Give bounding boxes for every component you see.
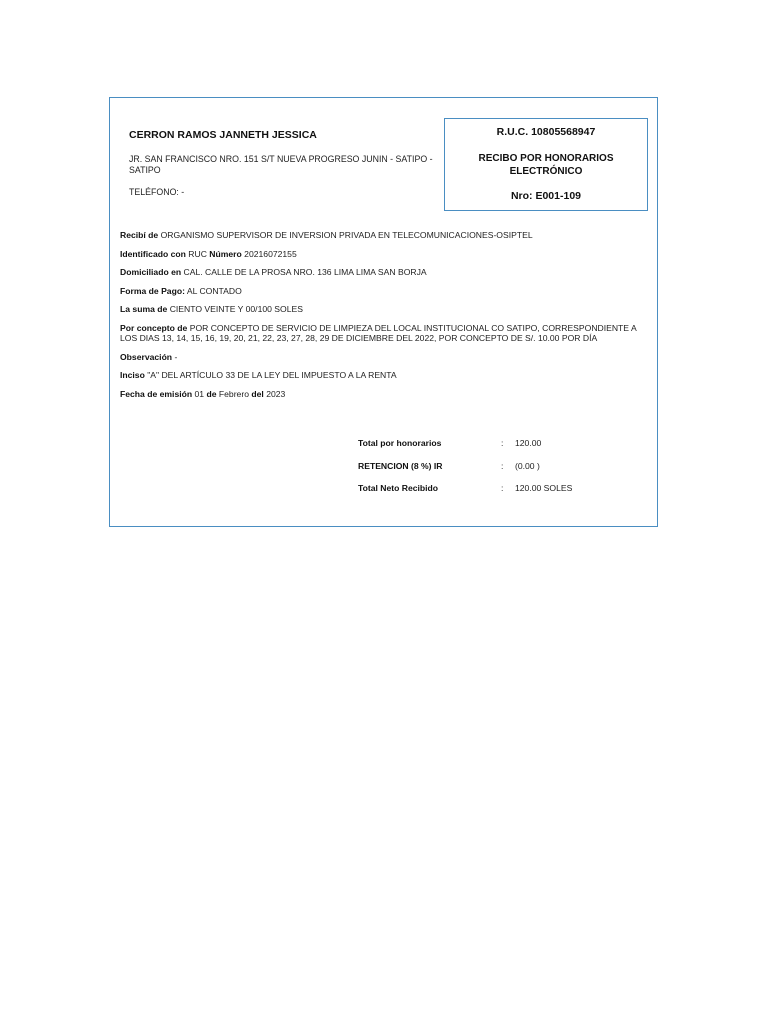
field-label: Fecha de emisión [120, 388, 193, 399]
total-colon: : [501, 460, 504, 471]
field-observacion [120, 352, 648, 362]
field-label: Identificado con [120, 248, 186, 259]
field-label: Recibí de [120, 230, 159, 240]
field-domiciliado [120, 267, 648, 277]
fecha-year: 2023 [266, 388, 286, 399]
field-fecha [120, 389, 648, 399]
field-identificado [120, 249, 648, 259]
total-value: 120.00 [515, 438, 542, 448]
field-value: - [174, 351, 178, 362]
field-value: POR CONCEPTO DE SERVICIO DE LIMPIEZA DEL LOCAL INSTITUCIONAL CO SATIPO, CORRESPONDIENTE A LOS DIAS 13, 14, 15, 16, 19, 20, 21, 22, 23, 27, 28, 29 DE DICIEMBRE DEL 2022, POR CONCEPTO DE S/. 10.00 POR DÍA [120, 322, 637, 343]
field-forma-pago [120, 286, 648, 296]
total-colon: : [501, 438, 504, 448]
fecha-de: de [206, 388, 217, 399]
issuer-phone: TELÉFONO: - [129, 187, 185, 197]
total-value: 120.00 SOLES [515, 483, 573, 493]
fecha-day: 01 [194, 388, 205, 399]
field-label-numero: Número [209, 248, 242, 259]
total-row-honorarios [358, 438, 618, 461]
field-label: La suma de [120, 304, 168, 315]
document-type: RECIBO POR HONORARIOS ELECTRÓNICO [478, 153, 614, 177]
total-label: Total Neto Recibido [358, 483, 439, 493]
total-row-retencion [358, 461, 618, 484]
field-label: Domiciliado en [120, 267, 182, 278]
issuer-address: JR. SAN FRANCISCO NRO. 151 S/T NUEVA PROGRESO JUNIN - SATIPO - SATIPO [129, 154, 433, 175]
field-label: Observación [120, 351, 173, 362]
field-value: ORGANISMO SUPERVISOR DE INVERSION PRIVADA EN TELECOMUNICACIONES-OSIPTEL [160, 230, 533, 240]
field-label: Forma de Pago: [120, 285, 185, 296]
ruc-number: R.U.C. 10805568947 [496, 126, 596, 138]
field-value: 20216072155 [244, 248, 297, 259]
field-recibi [120, 230, 648, 240]
field-value: CIENTO VEINTE Y 00/100 SOLES [169, 304, 303, 315]
total-label: Total por honorarios [358, 438, 442, 448]
total-row-neto [358, 483, 618, 506]
document-number: Nro: E001-109 [510, 190, 582, 202]
total-value: (0.00 ) [515, 460, 540, 471]
field-inciso [120, 370, 648, 380]
total-colon: : [501, 483, 504, 493]
field-value: AL CONTADO [186, 285, 242, 296]
totals-table [358, 438, 618, 506]
receipt-fields [120, 230, 648, 407]
field-value: CAL. CALLE DE LA PROSA NRO. 136 LIMA LIMA SAN BORJA [183, 267, 427, 278]
field-doc-type: RUC [188, 248, 207, 259]
field-concepto [120, 323, 648, 343]
receipt [109, 97, 658, 527]
total-label: RETENCION (8 %) IR [358, 460, 443, 471]
field-label: Por concepto de [120, 322, 188, 333]
fecha-month: Febrero [218, 388, 249, 399]
fecha-del: del [251, 388, 264, 399]
issuer-name: CERRON RAMOS JANNETH JESSICA [129, 129, 317, 141]
ruc-box [444, 118, 648, 211]
field-label: Inciso [120, 370, 145, 381]
field-value: "A" DEL ARTÍCULO 33 DE LA LEY DEL IMPUESTO A LA RENTA [147, 370, 397, 381]
field-suma [120, 304, 648, 314]
